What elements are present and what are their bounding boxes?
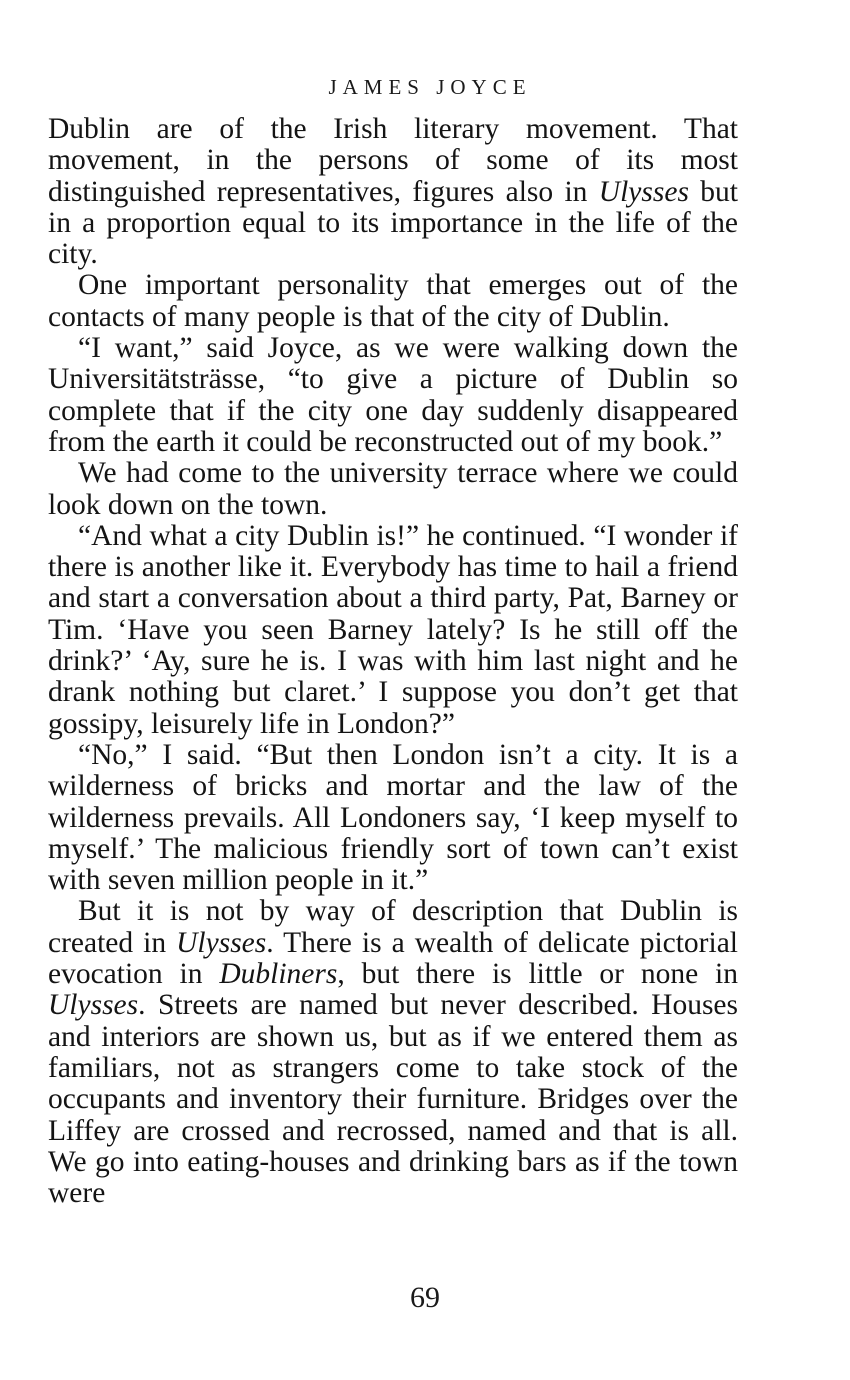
- paragraph: [48, 270, 738, 333]
- paragraph-text: . Streets are named but never described. Houses and interiors are shown us, but as if we entered them as familiars, not as strangers come to take stock of the occupants and inventory their furniture. Bridges over the Liffey are crossed and recrossed, named and that is all. We go into eating-houses and drinking bars as if the town were: [48, 989, 738, 1210]
- paragraph-text: . There is a wealth of delicate pictorial evocation in: [48, 926, 738, 991]
- paragraph-text: But it is not by way of description that Dublin is created in: [48, 895, 738, 959]
- paragraph: [48, 896, 738, 1209]
- paragraph: [48, 458, 738, 521]
- paragraph-text: One important personality that emerges out of the contacts of many people is that of the city of Dublin.: [48, 269, 738, 333]
- paragraph-text: but in a proportion equal to its importance in the life of the city.: [48, 175, 738, 271]
- paragraph-text: Dublin are of the Irish literary movement. That movement, in the persons of some of its most distinguished representatives, figures also in: [48, 113, 738, 208]
- page-number: 69: [410, 1281, 440, 1314]
- paragraph-text: “And what a city Dublin is!” he continued. “I wonder if there is another like it. Everybody has time to hail a friend and start a conversation about a third party, Pat, Barney or Tim. ‘Have you seen Barney lately? Is he still off the drink?’ ‘Ay, sure he is. I was with him last night and he drank nothing but claret.’ I suppose you don’t get that gossipy, leisurely life in London?”: [48, 519, 738, 740]
- paragraph-text: , but there is little or none in: [337, 958, 738, 991]
- paragraph-text: “I want,” said Joyce, as we were walking down the Universitätsträsse, “to give a picture of Dublin so complete that if the city one day suddenly disappeared from the earth it could be reconstructed out of my book.”: [48, 332, 738, 458]
- paragraph: [48, 521, 738, 740]
- paragraph: [48, 333, 738, 458]
- italic-title: Ulysses: [176, 926, 267, 959]
- running-head-text: JAMES JOYCE: [328, 75, 532, 99]
- italic-title: Ulysses: [48, 989, 139, 1022]
- paragraph-text: We had come to the university terrace where we could look down on the town.: [48, 457, 738, 521]
- paragraph: [48, 740, 738, 896]
- paragraph: [48, 114, 738, 270]
- paragraph-text: “No,” I said. “But then London isn’t a city. It is a wilderness of bricks and mortar and the law of the wilderness prevails. All Londoners say, ‘I keep myself to myself.’ The malicious friendly sort of town can’t exist with seven million people in it.”: [48, 738, 738, 897]
- running-head: [0, 72, 850, 102]
- body-text: [48, 114, 738, 1209]
- italic-title: Ulysses: [598, 175, 689, 208]
- italic-title: Dubliners: [219, 958, 338, 991]
